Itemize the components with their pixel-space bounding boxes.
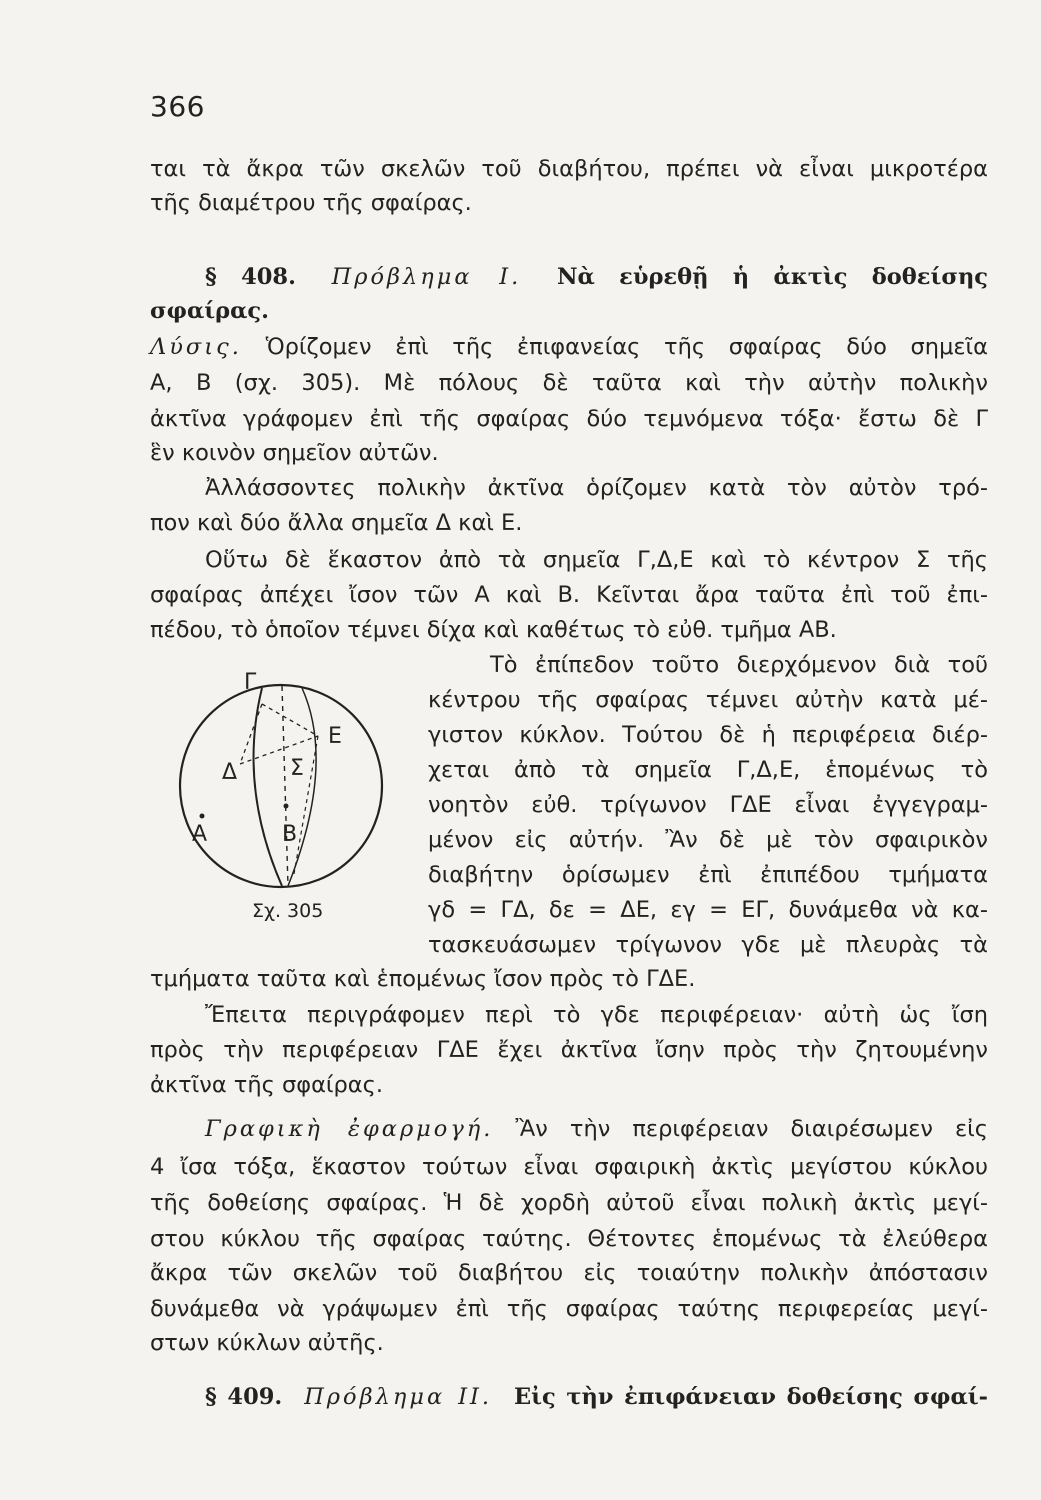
text-line: στου κύκλου τῆς σφαίρας ταύτης. Θέτοντες ἑπομένως τὰ ἐλεύθερα [150, 1226, 988, 1252]
text-line: ἄκρα τῶν σκελῶν τοῦ διαβήτου εἰς τοιαύτην πολικὴν ἀπόστασιν [150, 1260, 988, 1286]
text-line: Α, Β (σχ. 305). Μὲ πόλους δὲ ταῦτα καὶ τὴν αὐτὴν πολικὴν [150, 370, 988, 396]
label-gamma: Γ [244, 670, 257, 695]
text-fragment: Ἂν τὴν περιφέρειαν διαιρέσωμεν εἰς [515, 1116, 989, 1142]
text-fragment: Ὁρίζομεν ἐπὶ τῆς ἐπιφανείας τῆς σφαίρας δύο σημεῖα [265, 334, 988, 360]
text-line: πον καὶ δύο ἄλλα σημεῖα Δ καὶ Ε. [150, 510, 523, 536]
problem-label: Πρόβλημα ΙΙ. [304, 1384, 493, 1410]
label-sigma: Σ [290, 756, 304, 781]
text-line: νοητὸν εὐθ. τρίγωνον ΓΔΕ εἶναι ἐγγεγραμ- [428, 792, 988, 818]
text-line [150, 330, 988, 364]
label-delta: Δ [222, 760, 238, 785]
text-line: τῆς διαμέτρου τῆς σφαίρας. [150, 190, 472, 216]
text-line: Ἔπειτα περιγράφομεν περὶ τὸ γδε περιφέρειαν· αὐτὴ ὡς ἴση [205, 1002, 988, 1028]
arc-great-circle-back [288, 688, 316, 886]
text-line: 4 ἴσα τόξα, ἕκαστον τούτων εἶναι σφαιρικὴ ἀκτὶς μεγίστου κύκλου [150, 1154, 988, 1180]
label-epsilon: Ε [328, 724, 342, 749]
section-number: § 408. [205, 264, 296, 290]
chord-gamma-delta [240, 704, 262, 764]
section-heading-409 [205, 1380, 988, 1414]
text-line: τασκευάσωμεν τρίγωνον γδε μὲ πλευρὰς τὰ [428, 932, 988, 958]
problem-title: Νὰ εὑρεθῇ ἡ ἀκτὶς δοθείσης [556, 264, 989, 290]
sphere-diagram [178, 664, 418, 934]
text-line: Ἀλλάσσοντες πολικὴν ἀκτῖνα ὁρίζομεν κατὰ τὸν αὐτὸν τρό- [205, 475, 988, 501]
problem-title: Εἰς τὴν ἐπιφάνειαν δοθείσης σφαί- [514, 1384, 988, 1410]
text-line: διαβήτην ὁρίσωμεν ἐπὶ ἐπιπέδου τμήματα [428, 862, 988, 888]
text-line: τῆς δοθείσης σφαίρας. Ἡ δὲ χορδὴ αὐτοῦ εἶναι πολικὴ ἀκτὶς μεγί- [150, 1190, 988, 1216]
problem-title-cont: σφαίρας. [150, 298, 269, 324]
text-line: Τὸ ἐπίπεδον τοῦτο διερχόμενον διὰ τοῦ [490, 652, 988, 678]
text-line: κέντρου τῆς σφαίρας τέμνει αὐτὴν κατὰ μέ- [428, 687, 988, 713]
page-number: 366 [150, 90, 205, 123]
text-line: γιστον κύκλον. Τούτου δὲ ἡ περιφέρεια διέρ- [428, 722, 988, 748]
text-line: πέδου, τὸ ὁποῖον τέμνει δίχα καὶ καθέτως τὸ εὐθ. τμῆμα ΑΒ. [150, 617, 837, 643]
chord-delta-epsilon [240, 736, 318, 764]
text-line: ται τὰ ἄκρα τῶν σκελῶν τοῦ διαβήτου, πρέπει νὰ εἶναι μικροτέρα [150, 156, 988, 182]
application-label: Γραφικὴ ἐφαρμογή. [205, 1116, 494, 1142]
text-line: πρὸς τὴν περιφέρειαν ΓΔΕ ἔχει ἀκτῖνα ἴσην πρὸς τὴν ζητουμένην [150, 1037, 988, 1063]
point-a [200, 814, 205, 819]
text-line: Οὕτω δὲ ἕκαστον ἀπὸ τὰ σημεῖα Γ,Δ,Ε καὶ τὸ κέντρον Σ τῆς [205, 547, 988, 573]
text-line: ἀκτῖνα τῆς σφαίρας. [150, 1072, 383, 1098]
text-line: τμήματα ταῦτα καὶ ἑπομένως ἴσον πρὸς τὸ ΓΔΕ. [150, 966, 696, 992]
section-number: § 409. [205, 1384, 283, 1410]
text-line: σφαίρας ἀπέχει ἴσον τῶν Α καὶ Β. Κεῖνται ἄρα ταῦτα ἐπὶ τοῦ ἐπι- [150, 582, 988, 608]
text-line: χεται ἀπὸ τὰ σημεῖα Γ,Δ,Ε, ἑπομένως τὸ [428, 757, 988, 783]
text-line: μένον εἰς αὐτήν. Ἂν δὲ μὲ τὸν σφαιρικὸν [428, 827, 988, 853]
figure-caption: Σχ. 305 [252, 900, 324, 922]
point-b [284, 804, 289, 809]
solution-label: Λύσις. [150, 334, 242, 360]
text-line [205, 1112, 988, 1146]
label-beta: Β [282, 822, 298, 847]
text-line: ἀκτῖνα γράφομεν ἐπὶ τῆς σφαίρας δύο τεμνόμενα τόξα· ἔστω δὲ Γ [150, 406, 988, 432]
sphere-outline [180, 685, 382, 887]
text-line: δυνάμεθα νὰ γράψωμεν ἐπὶ τῆς σφαίρας ταύτης περιφερείας μεγί- [150, 1296, 988, 1322]
arc-great-circle [254, 688, 282, 886]
figure-305 [178, 664, 418, 934]
label-alpha: Α [192, 822, 208, 847]
section-heading-408 [205, 260, 988, 294]
text-line: γδ = ΓΔ, δε = ΔΕ, εγ = ΕΓ, δυνάμεθα νὰ κα- [428, 897, 988, 923]
text-line: ἓν κοινὸν σημεῖον αὐτῶν. [150, 440, 439, 466]
text-line: στων κύκλων αὐτῆς. [150, 1330, 384, 1356]
problem-label: Πρόβλημα Ι. [331, 264, 522, 290]
